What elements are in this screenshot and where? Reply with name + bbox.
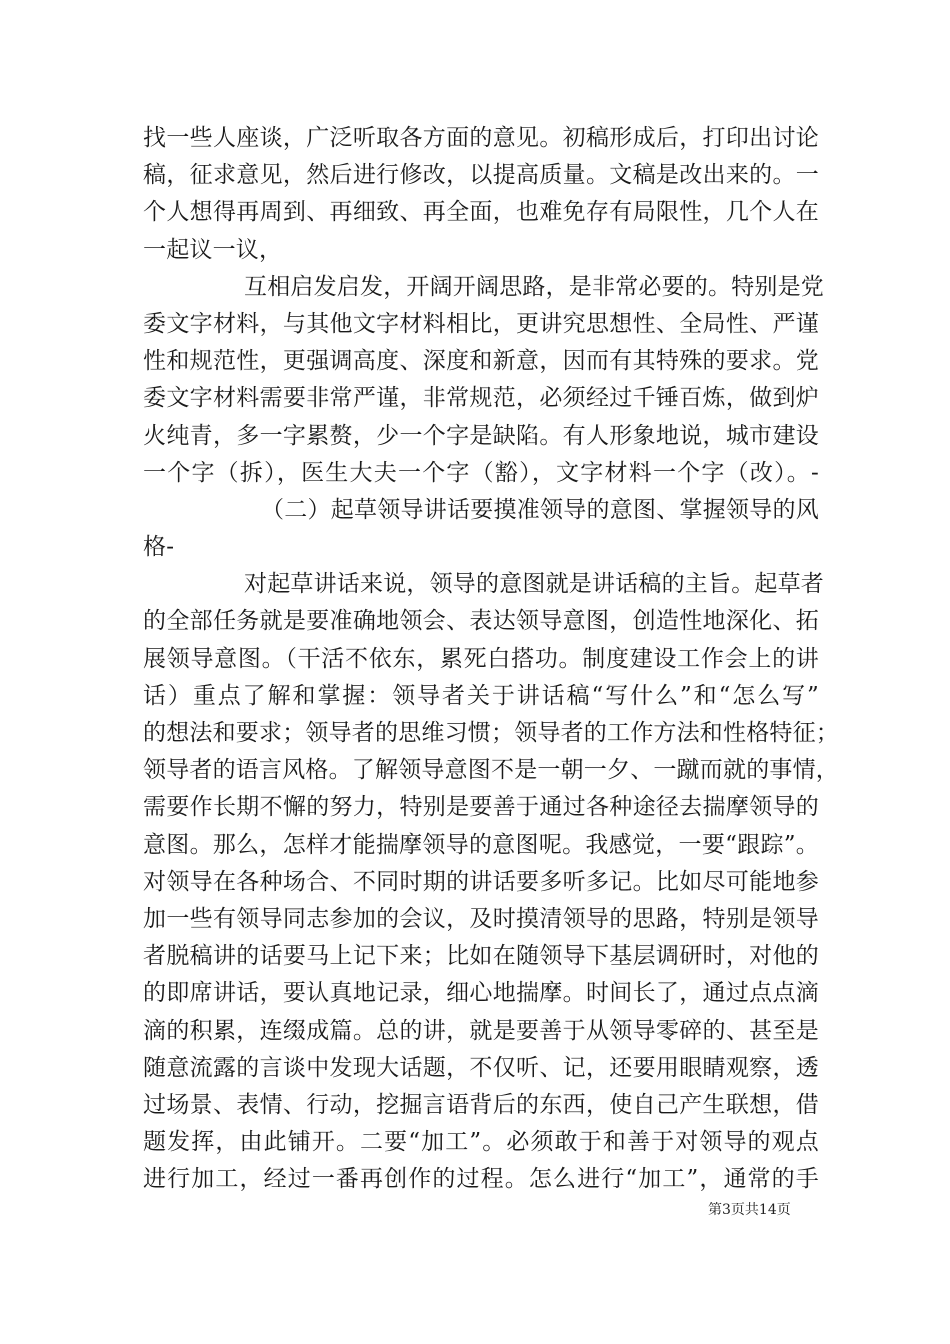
section-heading-line: 格- — [143, 534, 175, 561]
text-line: 展领导意图。（干活不依东，累死白搭功。制度建设工作会上的讲 — [143, 645, 819, 672]
text-line: 需要作长期不懈的努力，特别是要善于通过各种途径去揣摩领导的 — [143, 794, 819, 821]
text-line: 性和规范性，更强调高度、深度和新意，因而有其特殊的要求。党 — [143, 348, 819, 375]
text-line: 话）重点了解和掌握：领导者关于讲话稿“写什么”和“怎么写” — [143, 682, 819, 709]
text-line: 找一些人座谈，广泛听取各方面的意见。初稿形成后，打印出讨论 — [143, 125, 819, 151]
text-line: 随意流露的言谈中发现大话题，不仅听、记，还要用眼睛观察，透 — [143, 1054, 819, 1081]
text-line: 滴的积累，连缀成篇。总的讲，就是要善于从领导零碎的、甚至是 — [143, 1017, 819, 1044]
text-line: 对领导在各种场合、不同时期的讲话要多听多记。比如尽可能地参 — [143, 868, 819, 895]
text-line: 火纯青，多一字累赘，少一个字是缺陷。有人形象地说，城市建设 — [143, 422, 819, 449]
text-line: 意图。那么，怎样才能揣摩领导的意图呢。我感觉，一要“跟踪”。 — [143, 831, 819, 858]
text-line: 过场景、表情、行动，挖掘言语背后的东西，使自己产生联想，借 — [143, 1091, 819, 1118]
text-line: 者脱稿讲的话要马上记下来；比如在随领导下基层调研时，对他的 — [143, 943, 819, 970]
text-line: 稿，征求意见，然后进行修改，以提高质量。文稿是改出来的。一 — [143, 162, 819, 189]
text-line: 领导者的语言风格。了解领导意图不是一朝一夕、一蹴而就的事情， — [143, 757, 839, 784]
text-line: 委文字材料需要非常严谨，非常规范，必须经过千锤百炼，做到炉 — [143, 385, 819, 412]
text-line: 的即席讲话，要认真地记录，细心地揣摩。时间长了，通过点点滴 — [143, 980, 819, 1007]
document-body — [143, 120, 839, 1198]
text-line: 一个字（拆），医生大夫一个字（豁），文字材料一个字（改）。- — [143, 459, 819, 486]
paragraph-start-line: 对起草讲话来说，领导的意图就是讲话稿的主旨。起草者 — [244, 571, 824, 598]
page-number: 第3页共14页 — [708, 1202, 791, 1218]
text-line: 加一些有领导同志参加的会议，及时摸清领导的思路，特别是领导 — [143, 905, 819, 932]
text-line: 进行加工，经过一番再创作的过程。怎么进行“加工”，通常的手 — [143, 1166, 819, 1193]
text-line: 的全部任务就是要准确地领会、表达领导意图，创造性地深化、拓 — [143, 608, 819, 635]
text-line: 个人想得再周到、再细致、再全面，也难免存有局限性，几个人在 — [143, 199, 819, 226]
text-line: 一起议一议， — [143, 236, 283, 263]
text-line: 题发挥，由此铺开。二要“加工”。必须敢于和善于对领导的观点 — [143, 1129, 819, 1156]
paragraph-start-line: 互相启发启发，开阔开阔思路，是非常必要的。特别是党 — [244, 273, 824, 300]
section-heading-line: （二）起草领导讲话要摸准领导的意图、掌握领导的风 — [261, 496, 819, 523]
text-line: 的想法和要求；领导者的思维习惯；领导者的工作方法和性格特征； — [143, 720, 839, 746]
text-line: 委文字材料，与其他文字材料相比，更讲究思想性、全局性、严谨 — [143, 310, 819, 337]
